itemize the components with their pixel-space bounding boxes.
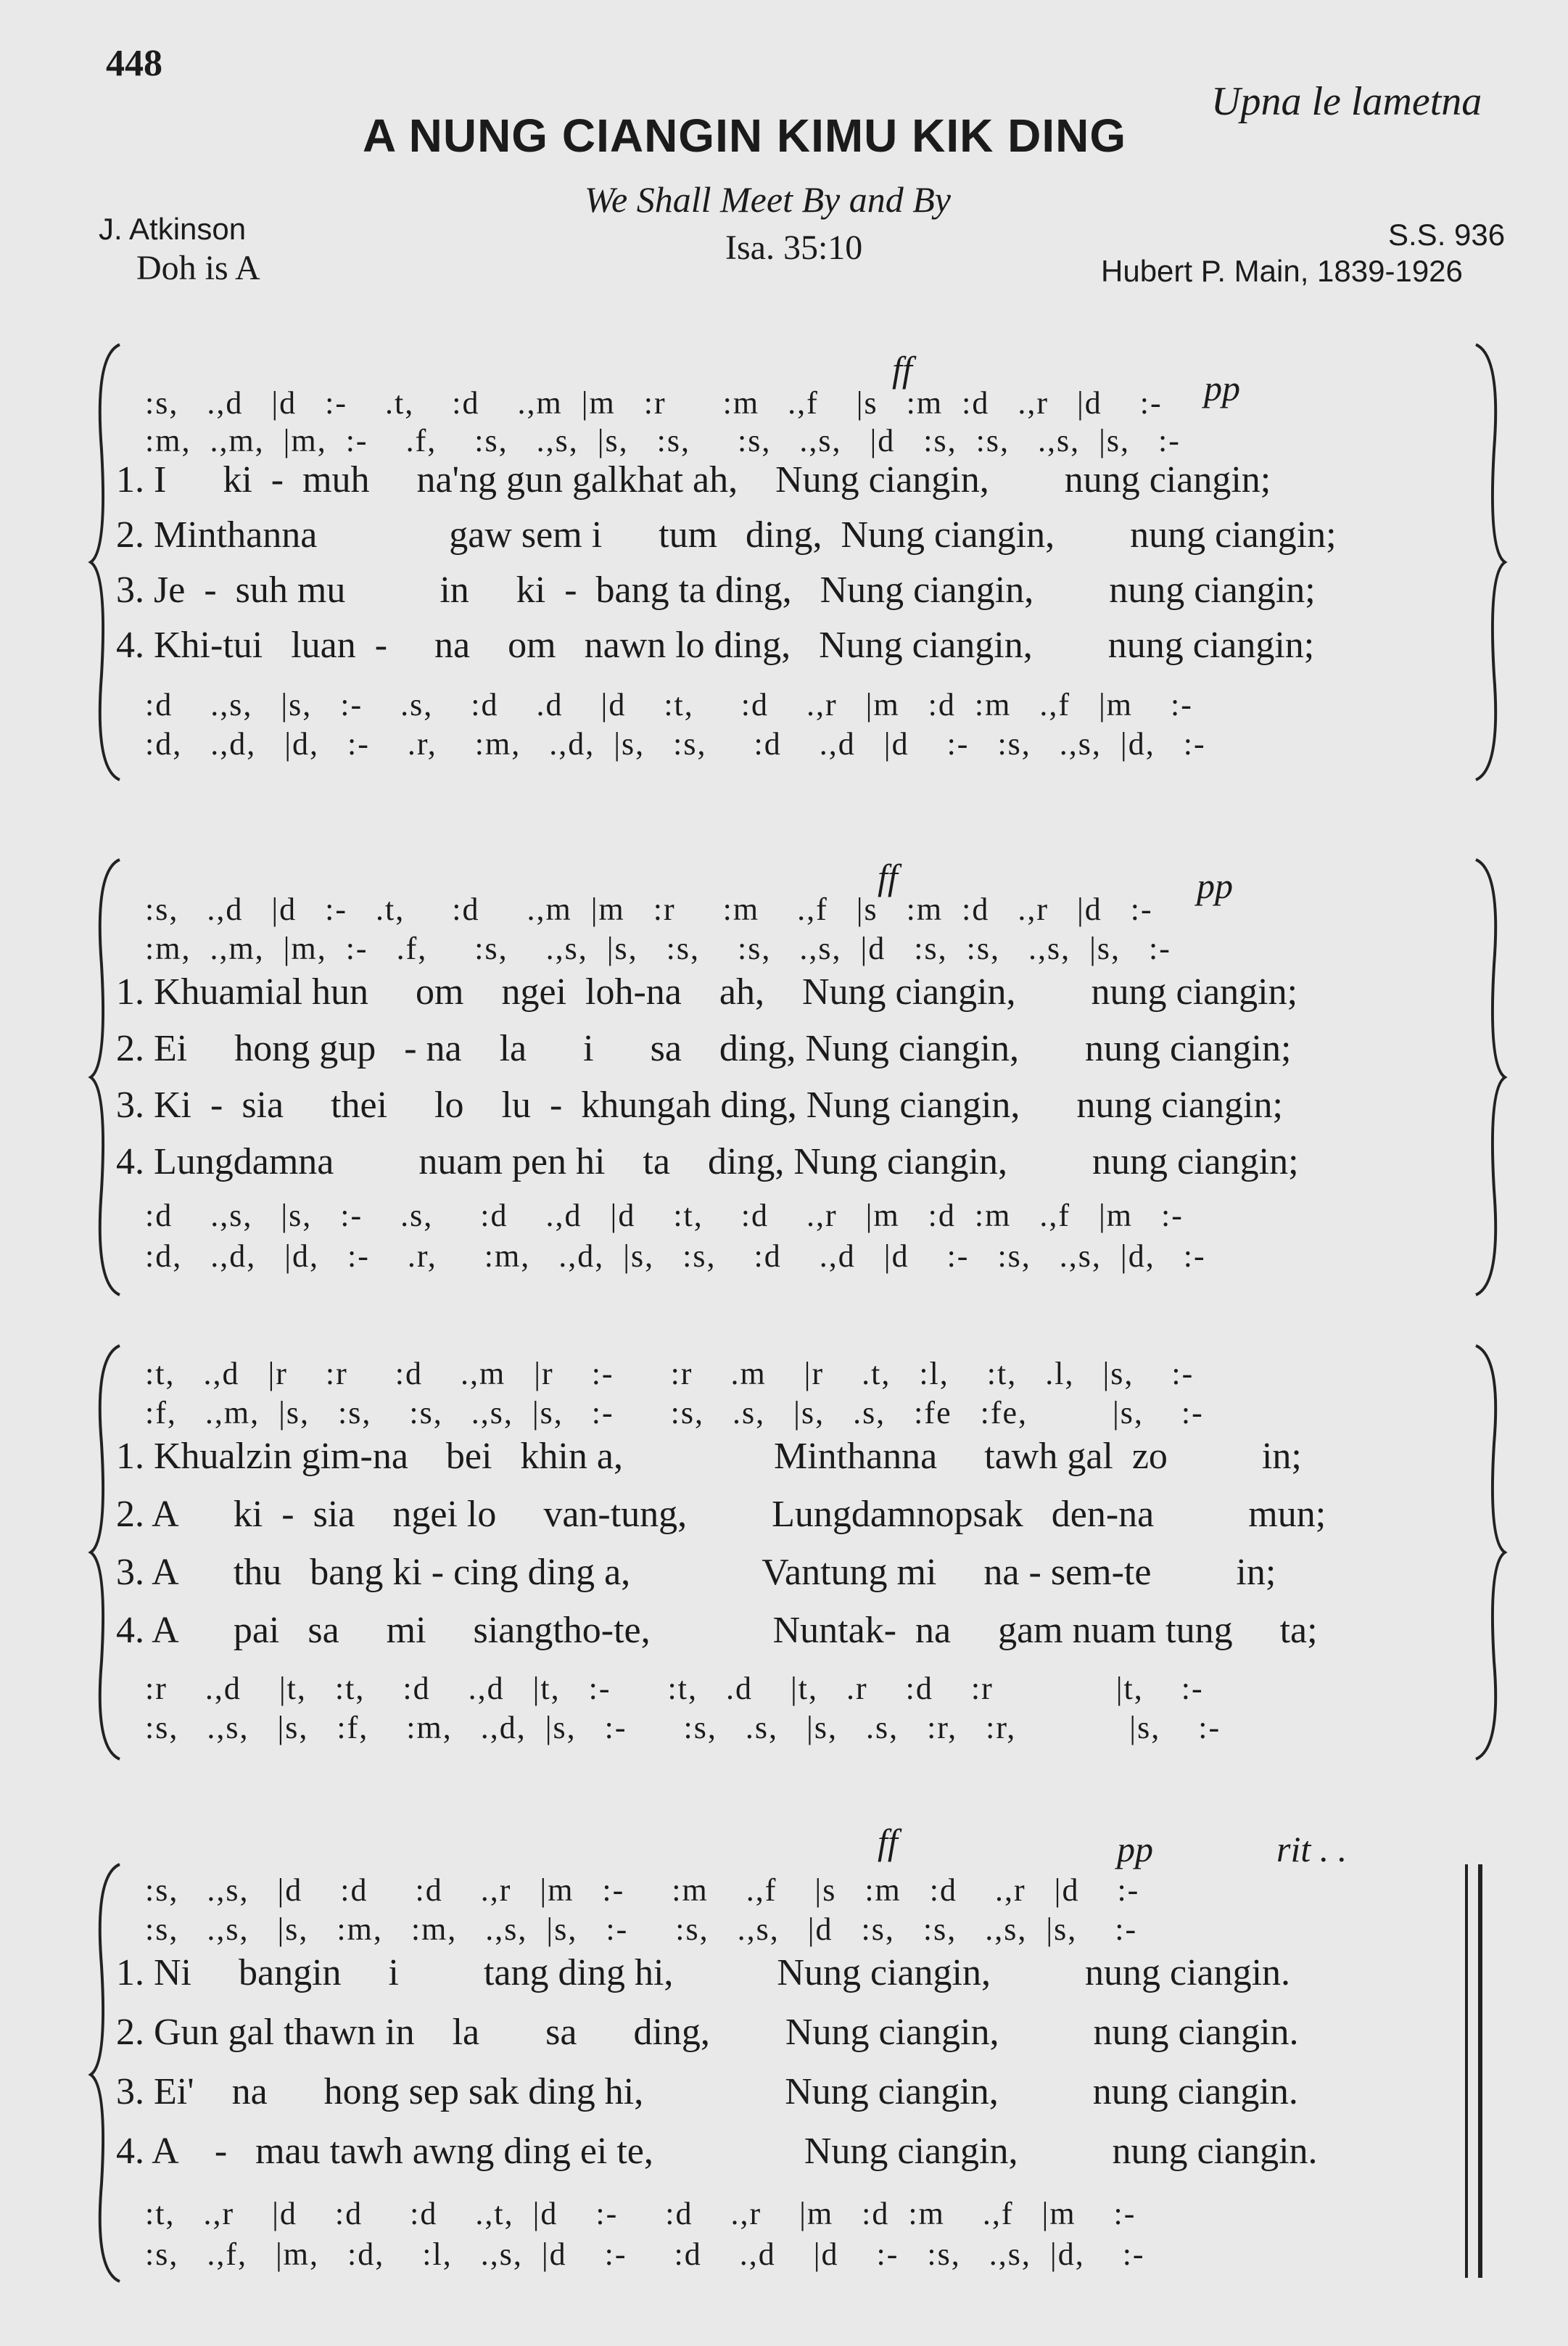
dynamic-pp: pp <box>1117 1829 1153 1869</box>
final-barline-thick <box>1478 1864 1482 2278</box>
verse-4-lyrics: 4. A pai sa mi siangtho-te, Nuntak- na gam nuam tung ta; <box>116 1610 1318 1651</box>
alto-line: :s, .,s, |s, :m, :m, .,s, |s, :- :s, .,s, |d :s, :s, .,s, |s, :- <box>145 1911 1138 1947</box>
ss-number: S.S. 936 <box>1388 218 1506 252</box>
verse-2-lyrics: 2. Ei hong gup - na la i sa ding, Nung ciangin, nung ciangin; <box>116 1028 1292 1069</box>
soprano-line: :t, .,d |r :r :d .,m |r :- :r .m |r .t, :l, :t, .l, |s, :- <box>145 1356 1194 1391</box>
right-brace-icon <box>1472 856 1509 1298</box>
composer: Hubert P. Main, 1839-1926 <box>1101 254 1463 288</box>
left-brace-icon <box>87 341 123 783</box>
verse-3-lyrics: 3. A thu bang ki - cing ding a, Vantung mi na - sem-te in; <box>116 1552 1276 1593</box>
dynamic-ff: ff <box>878 1822 898 1862</box>
section-title: Upna le lametna <box>1211 79 1482 124</box>
music-system-2 <box>87 856 1509 1298</box>
tenor-line: :r .,d |t, :t, :d .,d |t, :- :t, .d |t, .r :d :r |t, :- <box>145 1671 1204 1706</box>
right-brace-icon <box>1472 341 1509 783</box>
bass-line: :s, .,f, |m, :d, :l, .,s, |d :- :d .,d |d :- :s, .,s, |d, :- <box>145 2236 1145 2272</box>
verse-4-lyrics: 4. Lungdamna nuam pen hi ta ding, Nung ciangin, nung ciangin; <box>116 1141 1299 1182</box>
english-title: We Shall Meet By and By <box>585 179 951 220</box>
scripture-reference: Isa. 35:10 <box>725 229 863 267</box>
bass-line: :s, .,s, |s, :f, :m, .,d, |s, :- :s, .s, |s, .s, :r, :r, |s, :- <box>145 1710 1221 1745</box>
verse-3-lyrics: 3. Ei' na hong sep sak ding hi, Nung ciangin, nung ciangin. <box>116 2071 1298 2112</box>
ritardando-marking: rit . . <box>1276 1829 1348 1869</box>
verse-1-lyrics: 1. Khualzin gim-na bei khin a, Minthanna tawh gal zo in; <box>116 1436 1302 1477</box>
tenor-line: :d .,s, |s, :- .s, :d .d |d :t, :d .,r |m :d :m .,f |m :- <box>145 687 1193 723</box>
soprano-line: :s, .,s, |d :d :d .,r |m :- :m .,f |s :m :d .,r |d :- <box>145 1872 1140 1908</box>
music-system-3 <box>87 1342 1509 1763</box>
bass-line: :d, .,d, |d, :- .r, :m, .,d, |s, :s, :d .,d |d :- :s, .,s, |d, :- <box>145 1238 1206 1274</box>
alto-line: :m, .,m, |m, :- .f, :s, .,s, |s, :s, :s, .,s, |d :s, :s, .,s, |s, :- <box>145 931 1171 966</box>
key-signature: Doh is A <box>136 249 260 287</box>
left-brace-icon <box>87 856 123 1298</box>
tenor-line: :t, .,r |d :d :d .,t, |d :- :d .,r |m :d :m .,f |m :- <box>145 2196 1136 2231</box>
right-brace-icon <box>1472 1342 1509 1763</box>
verse-4-lyrics: 4. A - mau tawh awng ding ei te, Nung ciangin, nung ciangin. <box>116 2131 1318 2172</box>
alto-line: :f, .,m, |s, :s, :s, .,s, |s, :- :s, .s, |s, .s, :fe :fe, |s, :- <box>145 1395 1204 1431</box>
dynamic-pp: pp <box>1204 368 1240 408</box>
author: J. Atkinson <box>99 212 247 246</box>
bass-line: :d, .,d, |d, :- .r, :m, .,d, |s, :s, :d .,d |d :- :s, .,s, |d, :- <box>145 726 1206 762</box>
verse-3-lyrics: 3. Ki - sia thei lo lu - khungah ding, Nung ciangin, nung ciangin; <box>116 1084 1283 1126</box>
verse-1-lyrics: 1. Khuamial hun om ngei loh-na ah, Nung ciangin, nung ciangin; <box>116 971 1298 1013</box>
music-system-4 <box>87 1821 1509 2285</box>
verse-2-lyrics: 2. A ki - sia ngei lo van-tung, Lungdamnopsak den-na mun; <box>116 1494 1326 1535</box>
verse-2-lyrics: 2. Minthanna gaw sem i tum ding, Nung ciangin, nung ciangin; <box>116 514 1337 556</box>
verse-1-lyrics: 1. Ni bangin i tang ding hi, Nung ciangin, nung ciangin. <box>116 1952 1291 1993</box>
alto-line: :m, .,m, |m, :- .f, :s, .,s, |s, :s, :s, .,s, |d :s, :s, .,s, |s, :- <box>145 423 1181 458</box>
soprano-line: :s, .,d |d :- .t, :d .,m |m :r :m .,f |s :m :d .,r |d :- <box>145 892 1153 927</box>
final-barline <box>1465 1864 1468 2278</box>
hymn-title: A NUNG CIANGIN KIMU KIK DING <box>363 110 1127 162</box>
tenor-line: :d .,s, |s, :- .s, :d .,d |d :t, :d .,r |m :d :m .,f |m :- <box>145 1198 1184 1233</box>
verse-1-lyrics: 1. I ki - muh na'ng gun galkhat ah, Nung ciangin, nung ciangin; <box>116 459 1271 501</box>
verse-2-lyrics: 2. Gun gal thawn in la sa ding, Nung ciangin, nung ciangin. <box>116 2012 1299 2053</box>
music-system-1 <box>87 341 1509 783</box>
dynamic-ff: ff <box>892 349 912 390</box>
soprano-line: :s, .,d |d :- .t, :d .,m |m :r :m .,f |s :m :d .,r |d :- <box>145 385 1163 421</box>
dynamic-pp: pp <box>1197 865 1233 906</box>
dynamic-ff: ff <box>878 857 898 897</box>
page-number: 448 <box>106 43 162 84</box>
verse-4-lyrics: 4. Khi-tui luan - na om nawn lo ding, Nung ciangin, nung ciangin; <box>116 625 1315 666</box>
verse-3-lyrics: 3. Je - suh mu in ki - bang ta ding, Nung ciangin, nung ciangin; <box>116 569 1316 611</box>
